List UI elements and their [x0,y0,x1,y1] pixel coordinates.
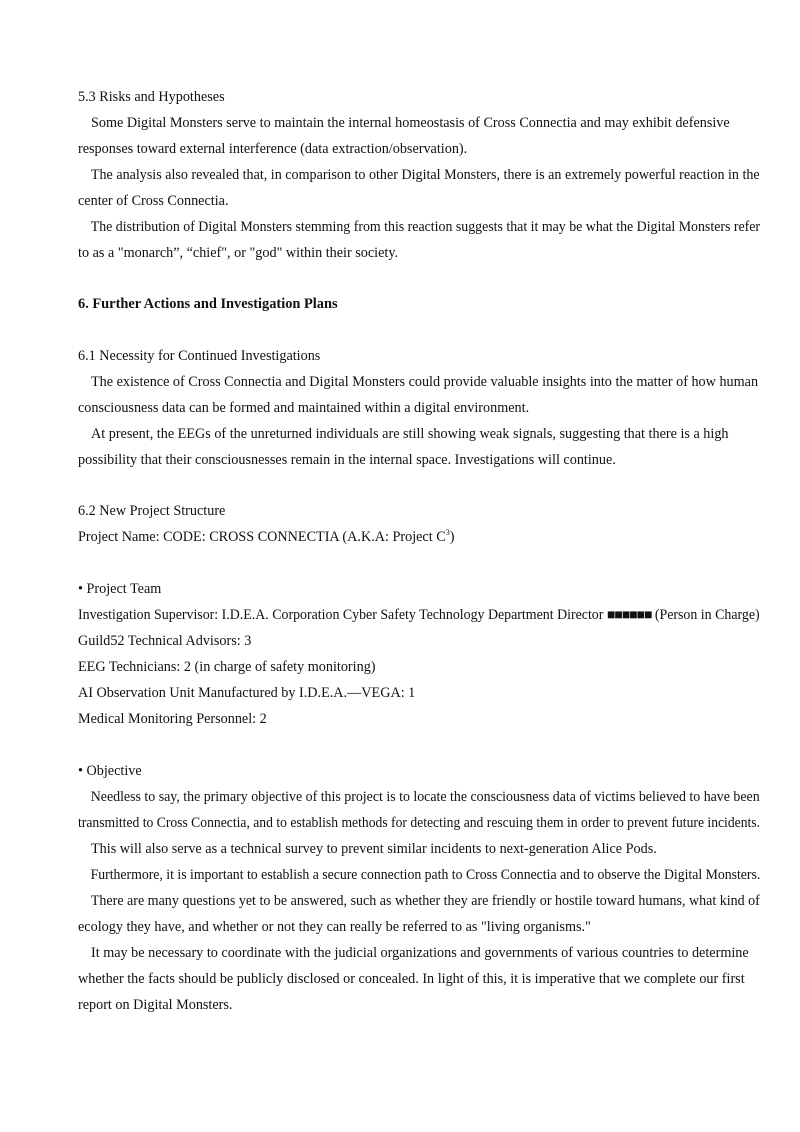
paragraph-line: whether the facts should be publicly disclosed or concealed. In light of this, it is imperative that we complete our first [78,971,745,987]
redacted-name: ■■■■■■ [606,607,652,623]
team-ai-unit: AI Observation Unit Manufactured by I.D.E.A.—VEGA: 1 [78,685,416,701]
team-medical: Medical Monitoring Personnel: 2 [78,711,267,727]
supervisor-suffix: (Person in Charge) [651,607,760,623]
project-team-bullet: • Project Team [78,581,162,597]
paragraph-line: ecology they have, and whether or not they can really be referred to as "living organisms." [78,919,591,935]
paragraph-line: The existence of Cross Connectia and Digital Monsters could provide valuable insights into the matter of how human [91,374,759,390]
paragraph-line: responses toward external interference (data extraction/observation). [78,141,468,157]
paragraph-line: This will also serve as a technical survey to prevent similar incidents to next-generation Alice Pods. [91,841,657,857]
paragraph-line: The distribution of Digital Monsters stemming from this reaction suggests that it may be what the Digital Monsters refer [90,219,761,235]
paragraph-line: Needless to say, the primary objective of this project is to locate the consciousness data of victims believed to have been [90,789,760,805]
paragraph-line: Furthermore, it is important to establish a secure connection path to Cross Connectia and to observe the Digital Monsters. [90,867,761,883]
paragraph-line: It may be necessary to coordinate with the judicial organizations and governments of various countries to determine [91,945,749,961]
paragraph-line: There are many questions yet to be answered, such as whether they are friendly or hostile toward humans, what kind of [90,893,760,909]
section-6-1-heading: 6.1 Necessity for Continued Investigations [78,348,321,364]
paragraph-line: to as a "monarch”, “chief", or "god" within their society. [78,245,399,261]
supervisor-prefix: Investigation Supervisor: I.D.E.A. Corporation Cyber Safety Technology Department Director [78,607,607,623]
team-eeg: EEG Technicians: 2 (in charge of safety monitoring) [78,659,376,675]
objective-bullet: • Objective [78,763,142,779]
section-6-heading: 6. Further Actions and Investigation Plans [78,296,338,312]
section-6-2-heading: 6.2 New Project Structure [78,503,226,519]
paragraph-line: Some Digital Monsters serve to maintain the internal homeostasis of Cross Connectia and may exhibit defensive [91,115,730,131]
section-5-3-heading: 5.3 Risks and Hypotheses [78,89,225,105]
project-name-superscript: 3 [445,528,450,537]
paragraph-line: report on Digital Monsters. [78,997,233,1013]
project-name-suffix: ) [449,529,455,545]
project-name-prefix: Project Name: CODE: CROSS CONNECTIA (A.K.A: Project C [78,529,446,545]
paragraph-line: transmitted to Cross Connectia, and to establish methods for detecting and rescuing them in order to prevent future incidents. [78,815,761,831]
paragraph-line: consciousness data can be formed and maintained within a digital environment. [78,400,530,416]
team-advisors: Guild52 Technical Advisors: 3 [78,633,252,649]
paragraph-line: possibility that their consciousnesses remain in the internal space. Investigations will continue. [78,452,616,468]
team-supervisor [78,606,760,624]
paragraph-line: At present, the EEGs of the unreturned individuals are still showing weak signals, suggesting that there is a high [91,426,729,442]
paragraph-line: center of Cross Connectia. [78,193,229,209]
paragraph-line: The analysis also revealed that, in comparison to other Digital Monsters, there is an extremely powerful reaction in the [90,167,760,183]
project-name [78,528,454,546]
